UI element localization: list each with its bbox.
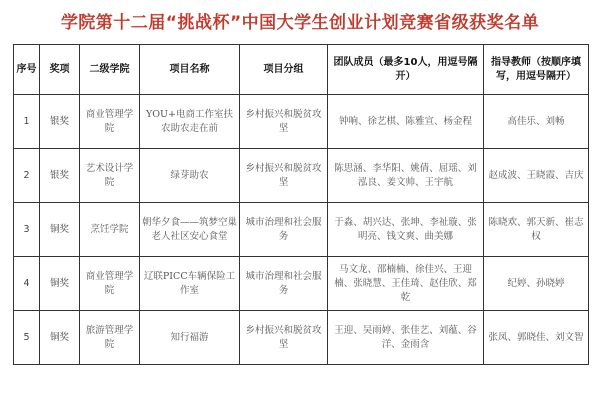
cell-award: 铜奖 — [40, 311, 80, 365]
cell-teachers: 纪婷、孙晓婷 — [484, 257, 589, 311]
cell-teachers: 陈晓欢、郭天新、崔志权 — [484, 203, 589, 257]
cell-category: 城市治理和社会服务 — [240, 257, 328, 311]
header-award: 奖项 — [40, 45, 80, 95]
header-project: 项目名称 — [140, 45, 240, 95]
cell-no: 2 — [14, 149, 40, 203]
page-title: 学院第十二届“挑战杯”中国大学生创业计划竞赛省级获奖名单 — [60, 13, 540, 33]
cell-teachers: 高佳乐、刘畅 — [484, 95, 589, 149]
cell-award: 铜奖 — [40, 203, 80, 257]
cell-category: 乡村振兴和脱贫攻坚 — [240, 149, 328, 203]
table-header-row — [14, 45, 589, 95]
cell-category: 乡村振兴和脱贫攻坚 — [240, 311, 328, 365]
cell-members: 陈思涵、李华阳、姚倩、屈瑶、刘泓良、姜文帅、王宇航 — [328, 149, 484, 203]
cell-no: 1 — [14, 95, 40, 149]
header-members: 团队成员（最多10人，用逗号隔开） — [328, 45, 484, 95]
cell-project: YOU+电商工作室扶农助农走在前 — [140, 95, 240, 149]
cell-award: 铜奖 — [40, 257, 80, 311]
cell-teachers: 张凤、郭晓佳、刘文智 — [484, 311, 589, 365]
cell-members: 于淼、胡兴达、张坤、李祉璇、张明亮、钱文爽、曲美娜 — [328, 203, 484, 257]
cell-category: 乡村振兴和脱贫攻坚 — [240, 95, 328, 149]
table-row — [14, 311, 589, 365]
cell-college: 艺术设计学院 — [80, 149, 140, 203]
cell-members: 王迎、吴雨婷、张佳艺、刘蕴、谷洋、金雨含 — [328, 311, 484, 365]
cell-project: 知行福游 — [140, 311, 240, 365]
cell-project: 朝华夕食——筑梦空巢老人社区安心食堂 — [140, 203, 240, 257]
cell-project: 绿芽助农 — [140, 149, 240, 203]
header-college: 二级学院 — [80, 45, 140, 95]
header-no: 序号 — [14, 45, 40, 95]
cell-project: 辽联PICC车辆保险工作室 — [140, 257, 240, 311]
cell-no: 3 — [14, 203, 40, 257]
cell-award: 银奖 — [40, 149, 80, 203]
cell-college: 烹饪学院 — [80, 203, 140, 257]
cell-no: 4 — [14, 257, 40, 311]
cell-no: 5 — [14, 311, 40, 365]
cell-college: 商业管理学院 — [80, 95, 140, 149]
header-category: 项目分组 — [240, 45, 328, 95]
cell-award: 银奖 — [40, 95, 80, 149]
cell-category: 城市治理和社会服务 — [240, 203, 328, 257]
header-teachers: 指导教师（按顺序填写，用逗号隔开） — [484, 45, 589, 95]
cell-college: 旅游管理学院 — [80, 311, 140, 365]
table-row — [14, 203, 589, 257]
table-row — [14, 257, 589, 311]
cell-members: 钟响、徐艺棋、陈雅宣、杨金程 — [328, 95, 484, 149]
cell-teachers: 赵成波、王晓霞、吉庆 — [484, 149, 589, 203]
award-table — [13, 44, 589, 365]
table-row — [14, 149, 589, 203]
cell-college: 商业管理学院 — [80, 257, 140, 311]
table-row — [14, 95, 589, 149]
cell-members: 马文龙、邵楠楠、徐佳兴、王迎楠、张晓慧、王佳琦、赵佳欣、郑乾 — [328, 257, 484, 311]
